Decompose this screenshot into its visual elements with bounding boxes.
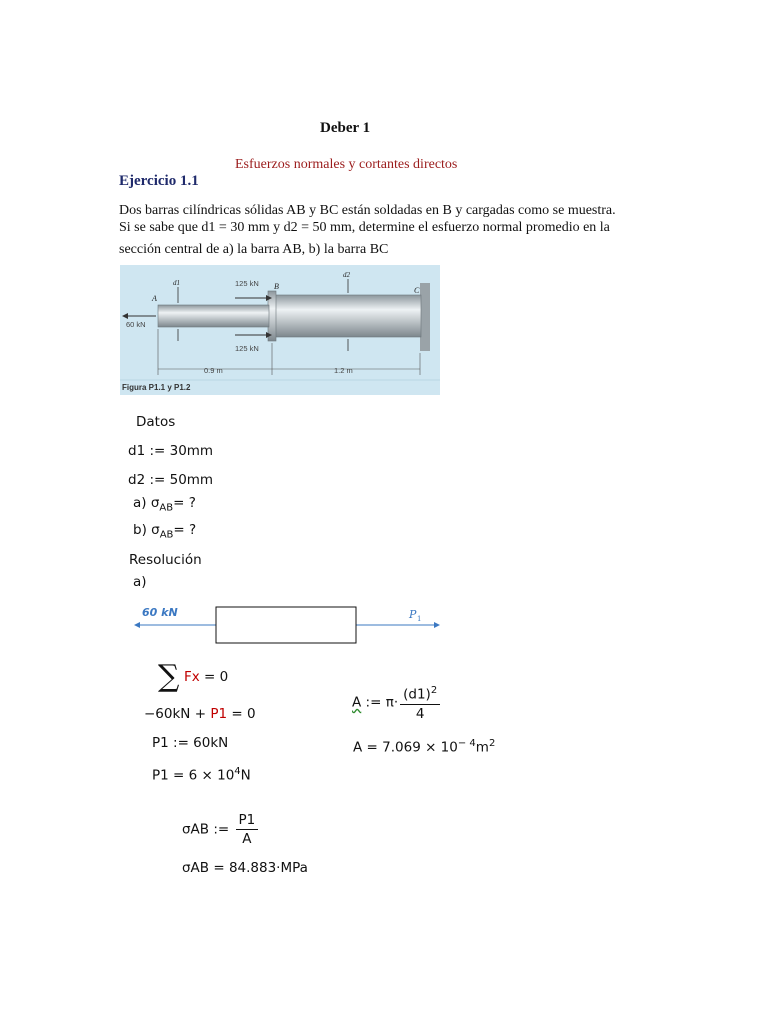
label-c: C	[414, 286, 420, 295]
datos-d2: d2 := 50mm	[128, 472, 214, 488]
eq3-unit: N	[240, 767, 251, 784]
label-a: A	[152, 294, 157, 303]
label-d1: d1	[173, 279, 180, 287]
eq3	[152, 766, 251, 784]
datos-d1: d1 := 30mm	[128, 443, 214, 459]
exercise-label: Ejercicio 1.1	[119, 173, 199, 189]
part-a-label: a)	[133, 574, 147, 590]
area-res-unit-exp: 2	[488, 738, 496, 749]
fbd-arrow-left	[134, 622, 140, 628]
problem-line-3: sección central de a) la barra AB, b) la barra BC	[119, 242, 389, 257]
sum-rest: = 0	[199, 669, 229, 685]
eq1-var: P1	[210, 706, 228, 722]
area-res-exp: − 4	[457, 738, 476, 749]
area-numerator	[400, 683, 440, 705]
datos-a-suffix: = ?	[173, 495, 196, 511]
problem-line-2: Si se sabe que d1 = 30 mm y d2 = 50 mm, determine el esfuerzo normal promedio en la	[119, 220, 610, 235]
sum-symbol: ∑	[158, 659, 180, 694]
label-force-left: 60 kN	[126, 320, 146, 329]
label-force-top: 125 kN	[235, 279, 259, 288]
eq1	[144, 706, 256, 722]
datos-b	[133, 522, 196, 541]
problem-line-1: Dos barras cilíndricas sólidas AB y BC están soldadas en B y cargadas como se muestra.	[119, 203, 616, 218]
area-var: A	[352, 694, 362, 711]
datos-b-prefix: b) σ	[133, 522, 160, 538]
eq3-base: P1 = 6 × 10	[152, 767, 235, 784]
eq2: P1 := 60kN	[152, 735, 229, 751]
area-fraction	[400, 683, 440, 722]
sigma-numerator: P1	[236, 812, 259, 830]
free-body-diagram	[132, 598, 442, 648]
page-subtitle: Esfuerzos normales y cortantes directos	[235, 157, 458, 172]
sigma-denominator: A	[242, 831, 252, 847]
sum-equation	[184, 669, 228, 685]
fbd-arrow-right	[434, 622, 440, 628]
page-title: Deber 1	[320, 120, 371, 136]
datos-a-prefix: a) σ	[133, 495, 160, 511]
area-formula	[352, 683, 442, 722]
bar-diagram	[120, 265, 440, 395]
sum-var: Fx	[184, 669, 200, 685]
area-assign: := π·	[361, 694, 399, 711]
area-res-unit: m	[475, 739, 489, 756]
area-result	[353, 738, 495, 756]
datos-b-suffix: = ?	[173, 522, 197, 538]
label-force-bottom: 125 kN	[235, 344, 259, 353]
resolucion-heading: Resolución	[129, 552, 202, 568]
bar-bc	[275, 295, 421, 337]
figure-caption: Figura P1.1 y P1.2	[122, 383, 191, 392]
datos-a	[133, 495, 196, 514]
eq1-left: −60kN +	[144, 706, 211, 722]
label-b: B	[274, 282, 279, 291]
eq1-rest: = 0	[227, 706, 256, 722]
label-dim-bc: 1.2 m	[334, 366, 353, 375]
fbd-right-label: P	[409, 608, 417, 621]
sigma-fraction	[236, 812, 259, 847]
force-arrowhead-left	[122, 313, 128, 319]
fbd-right-sub: 1	[417, 615, 422, 623]
fbd-body	[216, 607, 356, 643]
datos-heading: Datos	[136, 414, 176, 430]
datos-a-sub: AB	[159, 502, 174, 514]
sigma-result: σAB = 84.883·MPa	[182, 860, 308, 876]
eq3-exp: 4	[234, 766, 241, 777]
fbd-left-label: 60 kN	[142, 606, 178, 619]
label-dim-ab: 0.9 m	[204, 366, 223, 375]
area-res-base: A = 7.069 × 10	[353, 739, 458, 756]
datos-b-sub: AB	[159, 529, 174, 541]
area-num-exp: 2	[430, 685, 438, 696]
sigma-definition	[182, 812, 260, 847]
wall-support	[420, 283, 430, 351]
problem-figure	[120, 265, 440, 395]
sigma-def: σAB :=	[182, 821, 234, 838]
bar-ab	[158, 305, 269, 327]
area-denominator: 4	[415, 705, 425, 722]
area-num: (d1)	[403, 686, 431, 703]
label-d2: d2	[343, 271, 350, 279]
